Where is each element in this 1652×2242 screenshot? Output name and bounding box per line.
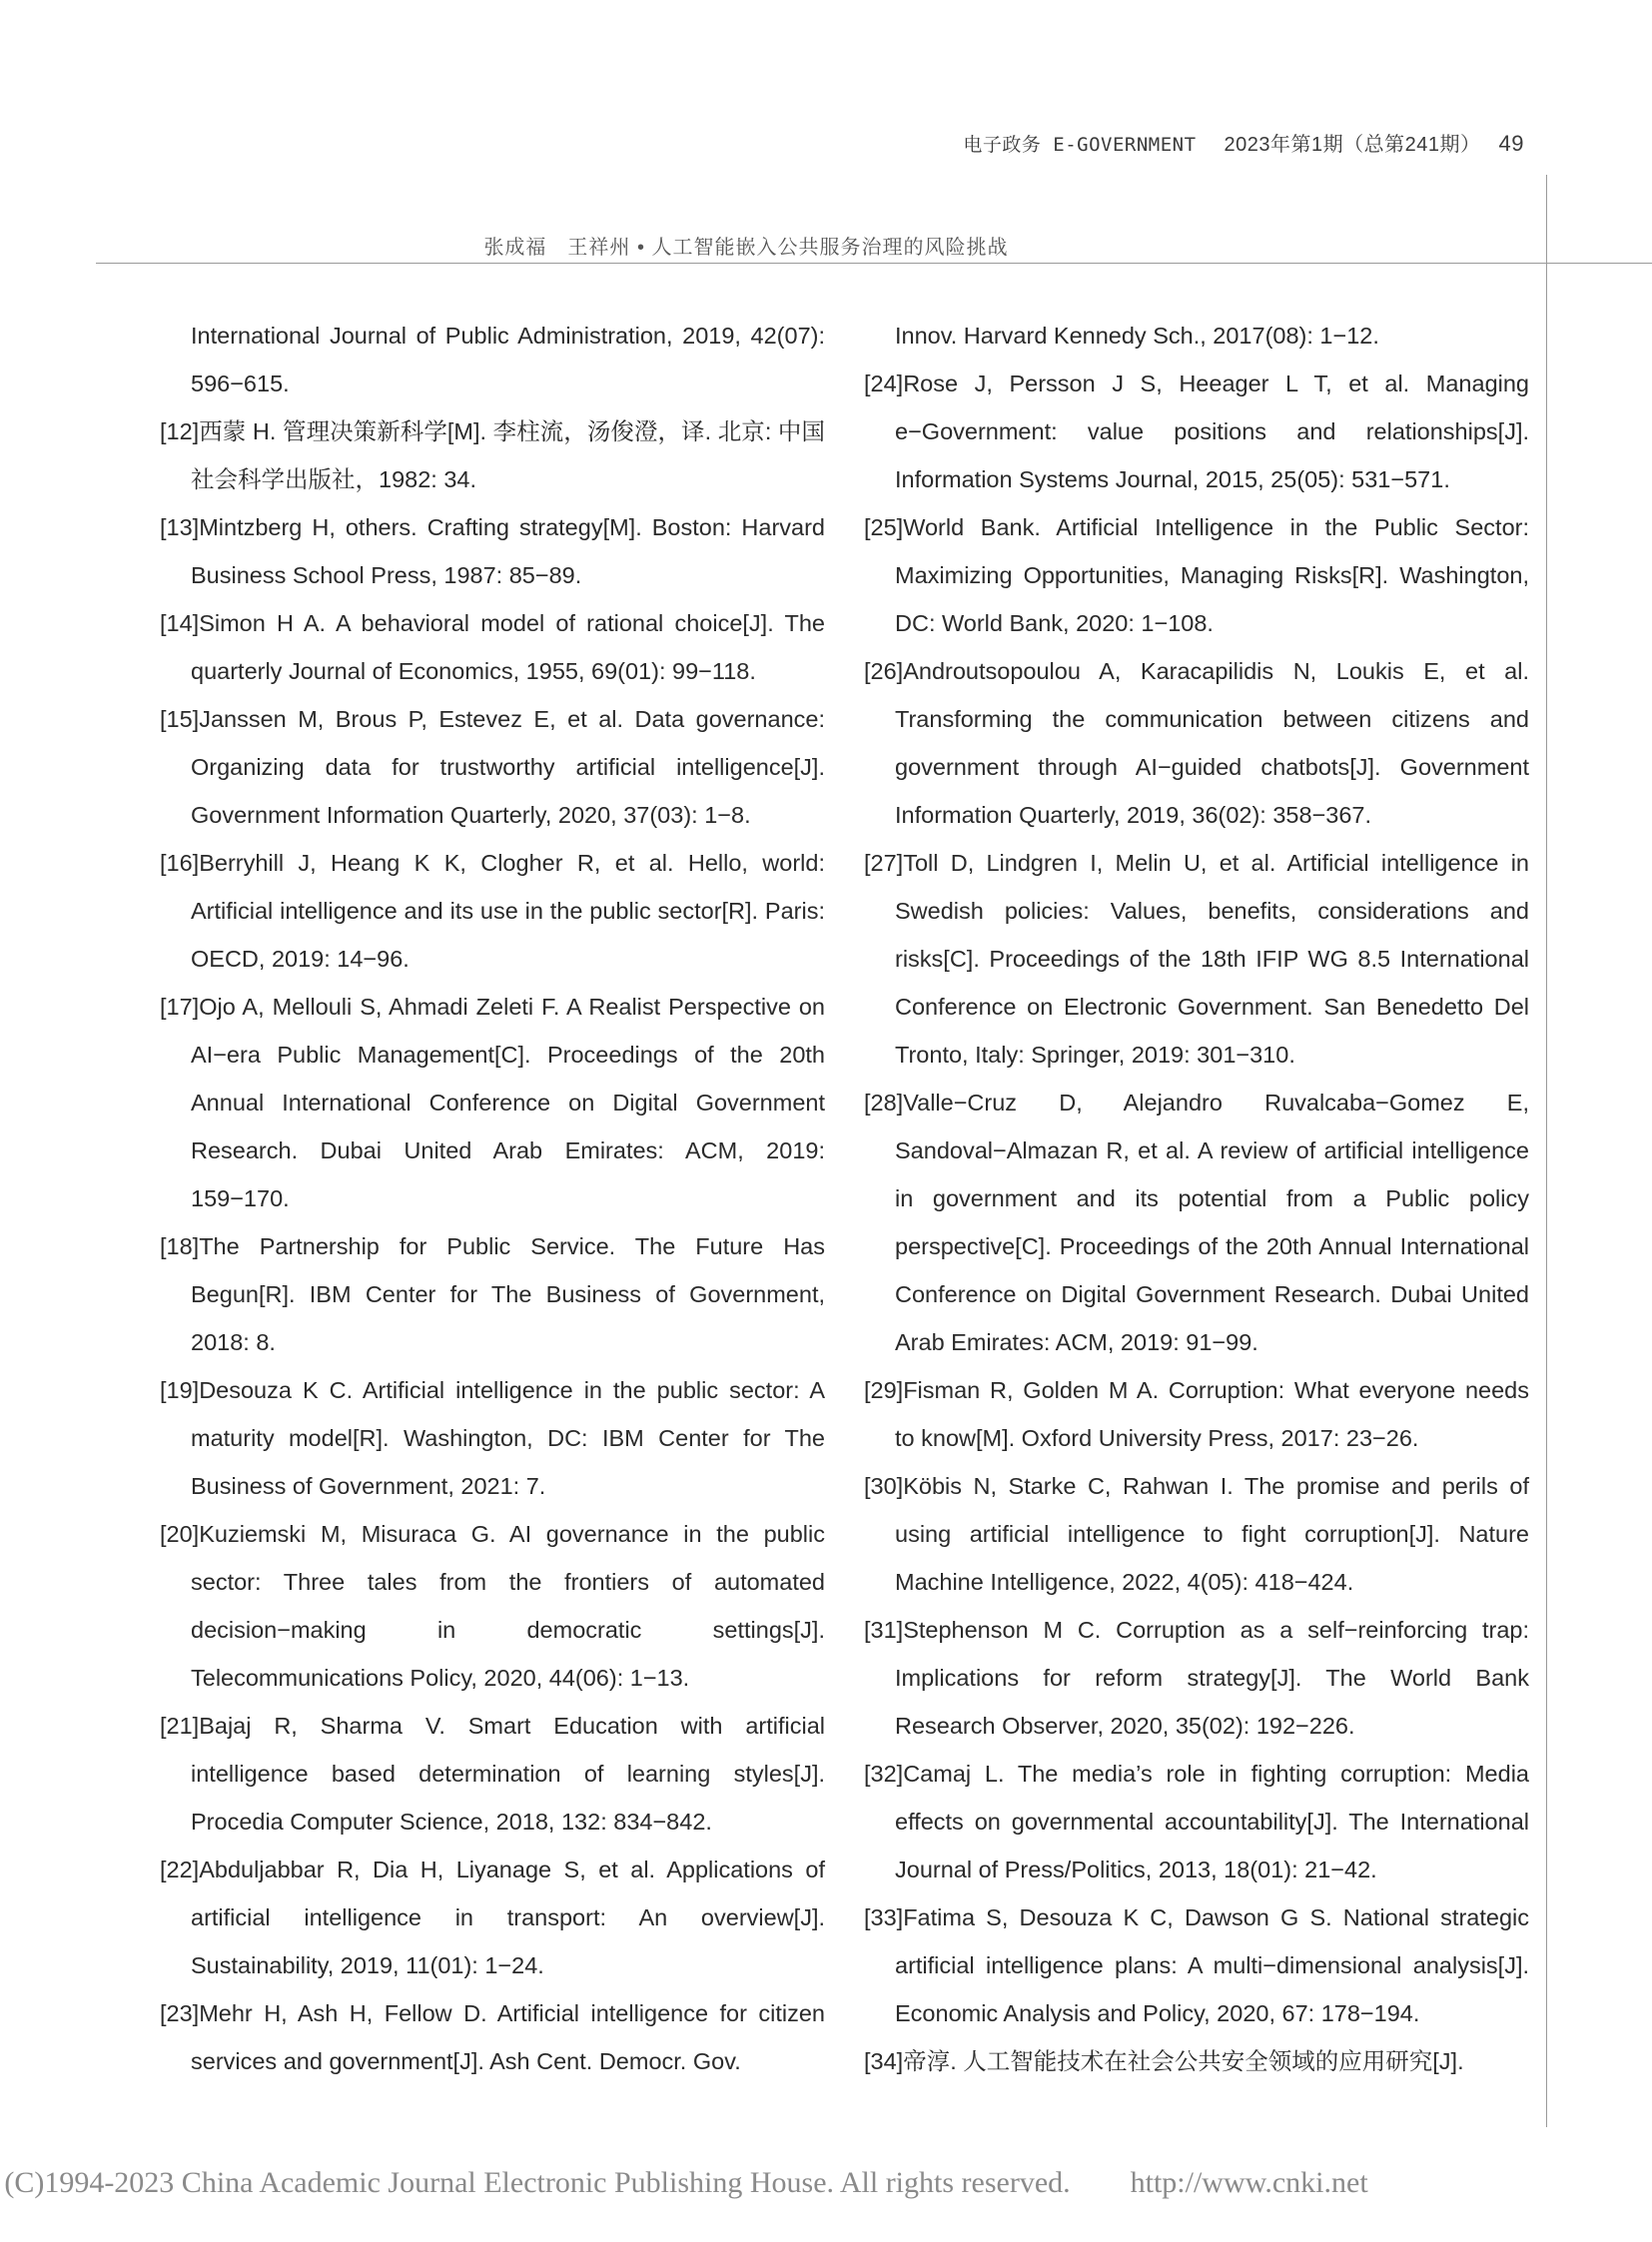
page-number: 49 xyxy=(1498,131,1524,156)
header-rule xyxy=(96,263,1652,264)
right-column xyxy=(864,312,1529,2085)
reference-item: [19]Desouza K C. Artificial intelligence in the public sector: A maturity model[R]. Washington, DC: IBM Center for The Business of Government, 2021: 7. xyxy=(160,1377,825,1499)
reference-item: [28]Valle−Cruz D, Alejandro Ruvalcaba−Gomez E, Sandoval−Almazan R, et al. A review of artificial intelligence in government and its potential from a Public policy perspective[C]. Proceedings of the 20th Annual International Conference on Digital Government Research. Dubai United Arab Emirates: ACM, 2019: 91−99. xyxy=(864,1090,1529,1355)
journal-info xyxy=(963,128,1524,157)
running-title: 张成福 王祥州 • 人工智能嵌入公共服务治理的风险挑战 xyxy=(483,237,1009,259)
reference-item: [12]西蒙 H. 管理决策新科学[M]. 李柱流，汤俊澄，译. 北京: 中国社会科学出版社，1982: 34. xyxy=(160,418,825,492)
page-header xyxy=(0,128,1652,168)
reference-item: [17]Ojo A, Mellouli S, Ahmadi Zeleti F. A Realist Perspective on AI−era Public Management[C]. Proceedings of the 20th Annual International Conference on Digital Government Research. Dubai United Arab Emirates: ACM, 2019: 159−170. xyxy=(160,994,825,1211)
reference-item: [13]Mintzberg H, others. Crafting strategy[M]. Boston: Harvard Business School Press, 1987: 85−89. xyxy=(160,514,825,588)
left-column xyxy=(160,312,825,2085)
reference-item: International Journal of Public Administration, 2019, 42(07): 596−615. xyxy=(191,323,825,396)
reference-item: [24]Rose J, Persson J S, Heeager L T, et al. Managing e−Government: value positions and relationships[J]. Information Systems Journal, 2015, 25(05): 531−571. xyxy=(864,371,1529,492)
journal-name: 电子政务 E-GOVERNMENT xyxy=(963,134,1197,156)
reference-item: [23]Mehr H, Ash H, Fellow D. Artificial intelligence for citizen services and government[J]. Ash Cent. Democr. Gov. xyxy=(160,2000,825,2074)
reference-item: [25]World Bank. Artificial Intelligence in the Public Sector: Maximizing Opportunities, Managing Risks[R]. Washington, DC: World Bank, 2020: 1−108. xyxy=(864,514,1529,636)
reference-item: [14]Simon H A. A behavioral model of rational choice[J]. The quarterly Journal of Economics, 1955, 69(01): 99−118. xyxy=(160,610,825,684)
reference-item: [20]Kuziemski M, Misuraca G. AI governance in the public sector: Three tales from the frontiers of automated decision−making in democratic settings[J]. Telecommunications Policy, 2020, 44(06): 1−13. xyxy=(160,1521,825,1691)
reference-item: [33]Fatima S, Desouza K C, Dawson G S. National strategic artificial intelligence plans: A multi−dimensional analysis[J]. Economic Analysis and Policy, 2020, 67: 178−194. xyxy=(864,1904,1529,2026)
reference-item: [29]Fisman R, Golden M A. Corruption: What everyone needs to know[M]. Oxford University Press, 2017: 23−26. xyxy=(864,1377,1529,1451)
vertical-rule xyxy=(1546,175,1547,2127)
reference-item: [18]The Partnership for Public Service. The Future Has Begun[R]. IBM Center for The Business of Government, 2018: 8. xyxy=(160,1233,825,1355)
reference-item: [16]Berryhill J, Heang K K, Clogher R, et al. Hello, world: Artificial intelligence and its use in the public sector[R]. Paris: OECD, 2019: 14−96. xyxy=(160,850,825,972)
reference-item: Innov. Harvard Kennedy Sch., 2017(08): 1−12. xyxy=(895,323,1379,349)
reference-item: [22]Abduljabbar R, Dia H, Liyanage S, et al. Applications of artificial intelligence in transport: An overview[J]. Sustainability, 2019, 11(01): 1−24. xyxy=(160,1857,825,1978)
reference-item: [27]Toll D, Lindgren I, Melin U, et al. Artificial intelligence in Swedish policies: Values, benefits, considerations and risks[C]. Proceedings of the 18th IFIP WG 8.5 International Conference on Electronic Government. San Benedetto Del Tronto, Italy: Springer, 2019: 301−310. xyxy=(864,850,1529,1068)
reference-item: [15]Janssen M, Brous P, Estevez E, et al. Data governance: Organizing data for trustworthy artificial intelligence[J]. Government Information Quarterly, 2020, 37(03): 1−8. xyxy=(160,706,825,828)
reference-item: [30]Köbis N, Starke C, Rahwan I. The promise and perils of using artificial intelligence to fight corruption[J]. Nature Machine Intelligence, 2022, 4(05): 418−424. xyxy=(864,1473,1529,1595)
copyright-footer: (C)1994-2023 China Academic Journal Electronic Publishing House. All rights reserved. http://www.cnki.net xyxy=(4,2166,1368,2199)
reference-item: [32]Camaj L. The media’s role in fighting corruption: Media effects on governmental accountability[J]. The International Journal of Press/Politics, 2013, 18(01): 21−42. xyxy=(864,1761,1529,1882)
reference-item: [26]Androutsopoulou A, Karacapilidis N, Loukis E, et al. Transforming the communication between citizens and government through AI−guided chatbots[J]. Government Information Quarterly, 2019, 36(02): 358−367. xyxy=(864,658,1529,828)
reference-item: [21]Bajaj R, Sharma V. Smart Education with artificial intelligence based determination of learning styles[J]. Procedia Computer Science, 2018, 132: 834−842. xyxy=(160,1713,825,1835)
issue-info: 2023年第1期（总第241期） xyxy=(1224,134,1481,156)
reference-item: [34]帝淳. 人工智能技术在社会公共安全领域的应用研究[J]. xyxy=(864,2048,1464,2074)
reference-item: [31]Stephenson M C. Corruption as a self−reinforcing trap: Implications for reform strategy[J]. The World Bank Research Observer, 2020, 35(02): 192−226. xyxy=(864,1617,1529,1739)
